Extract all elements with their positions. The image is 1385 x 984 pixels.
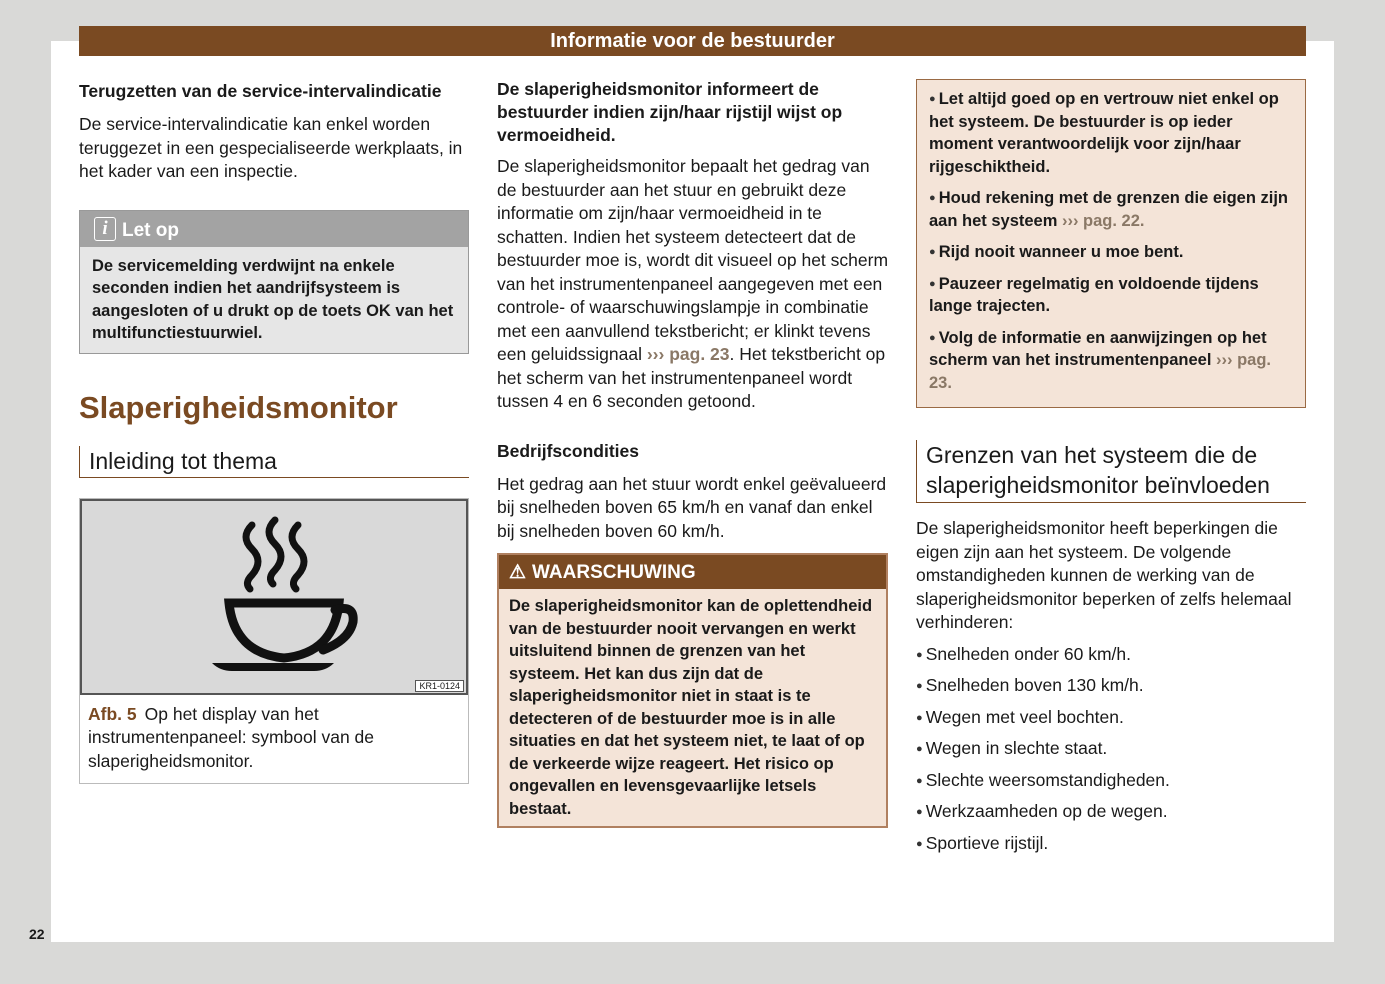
reset-paragraph: De service-intervalindicatie kan enkel worden teruggezet in een gespecialiseerde werkplaats, in het kader van een inspectie. (79, 114, 463, 181)
heading-conditions: Bedrijfscondities (497, 440, 639, 461)
limits-list (916, 639, 1306, 860)
list-item: ● Werkzaamheden op de wegen. (916, 796, 1306, 828)
tip-item (929, 327, 1293, 395)
figure-caption-text: Op het display van het instrumentenpaneel: symbool van de slaperigheidsmonitor. (88, 703, 375, 771)
figure-caption (80, 695, 468, 784)
limits-paragraph: De slaperigheidsmonitor heeft beperkingen die eigen zijn aan het systeem. De volgende omstandigheden kunnen de werking van de slaperigheidsmonitor beperken of zelfs helemaal verhinderen: (916, 518, 1292, 632)
list-item: ● Sportieve rijstijl. (916, 828, 1306, 860)
limits-heading: Grenzen van het systeem die de slaperigheidsmonitor beïnvloeden (916, 440, 1306, 503)
tip-item (929, 273, 1293, 318)
warning-text: De slaperigheidsmonitor kan de oplettendheid van de bestuurder nooit vervangen en werkt uitsluitend binnen de grenzen van het systeem. Het kan dus zijn dat de slaperigheidsmonitor niet in staat is te detecteren of de bestuurder moe is in alle situaties en dat het systeem niet, te laat of op de verkeerde wijze reageert. Het risico op ongevallen en levensgevaarlijke letsels bestaat. (509, 597, 873, 818)
column-1 (79, 80, 469, 784)
page-header: Informatie voor de bestuurder (79, 26, 1306, 56)
tip-text: Let altijd goed op en vertrouw niet enkel op het systeem. De bestuurder is op ieder moment verantwoordelijk voor zijn/haar rijgeschiktheid. (929, 90, 1279, 176)
list-item: ● Slechte weersomstandigheden. (916, 765, 1306, 797)
figure-code: KR1-0124 (415, 680, 464, 692)
list-item: ● Snelheden onder 60 km/h. (916, 639, 1306, 671)
tip-text: Volg de informatie en aanwijzingen op het scherm van het instrumentenpaneel (929, 328, 1267, 369)
list-item: ● Wegen met veel bochten. (916, 702, 1306, 734)
subsection-title: Inleiding tot thema (79, 446, 469, 478)
tip-item (929, 88, 1293, 178)
note-title: Let op (122, 219, 179, 241)
note-text: De servicemelding verdwijnt na enkele seconden indien het aandrijfsysteem is aangesloten of u drukt op de toets OK van het multifunctiestuurwiel. (92, 256, 454, 342)
warning-title: WAARSCHUWING (532, 562, 696, 583)
paragraph-2: Het gedrag aan het stuur wordt enkel geëvalueerd bij snelheden boven 65 km/h en vanaf dan enkel bij snelheden boven 60 km/h. (497, 473, 887, 541)
heading-reset: Terugzetten van de service-intervalindicatie (79, 81, 442, 101)
figure-image (80, 499, 468, 695)
tip-text: Pauzeer regelmatig en voldoende tijdens lange trajecten. (929, 274, 1259, 315)
intro-text: De slaperigheidsmonitor informeert de bestuurder indien zijn/haar rijstijl wijst op vermoeidheid. (497, 79, 843, 145)
paragraph-1 (497, 155, 888, 414)
paragraph-1-text: De slaperigheidsmonitor bepaalt het gedrag van de bestuurder aan het stuur en gebruikt deze informatie om zijn/haar vermoeidheid in te schatten. Indien het systeem detecteert dat de bestuurder moe is, wordt dit visueel op het scherm van het instrumentenpaneel aangegeven met een controle- of waarschuwingslampje in combinatie met een aanvullend tekstbericht; er klinkt tevens een geluidssignaal (497, 156, 889, 364)
column-3 (916, 79, 1306, 859)
tip-item (929, 241, 1293, 264)
tip-text: Houd rekening met de grenzen die eigen zijn aan het systeem (929, 189, 1289, 230)
info-icon: i (94, 217, 116, 241)
list-item: ● Snelheden boven 130 km/h. (916, 670, 1306, 702)
warning-box (497, 553, 888, 828)
figure (79, 498, 469, 785)
page-ref-link[interactable]: ››› pag. 23 (646, 344, 730, 364)
tip-item (929, 187, 1293, 232)
column-2 (497, 78, 888, 828)
paragraph-1-end: . Het tekstbericht op het scherm van het instrumentenpaneel wordt tussen 4 en 6 seconden getoond. (497, 344, 886, 411)
section-title: Slaperigheidsmonitor (79, 389, 398, 425)
figure-label: Afb. 5 (88, 703, 137, 724)
warning-tips-box (916, 79, 1306, 408)
note-title-bar (80, 211, 468, 247)
coffee-cup-icon (207, 515, 367, 685)
warning-title-bar (499, 555, 886, 589)
warning-triangle-icon: ⚠ (509, 562, 527, 583)
list-item: ● Wegen in slechte staat. (916, 733, 1306, 765)
page-ref-link[interactable]: ››› pag. 22. (1061, 211, 1145, 230)
tip-text: Rijd nooit wanneer u moe bent. (938, 243, 1184, 261)
page-ref-link[interactable]: ››› pag. 23. (929, 351, 1272, 392)
note-box (79, 210, 469, 354)
page-number: 22 (29, 926, 45, 942)
